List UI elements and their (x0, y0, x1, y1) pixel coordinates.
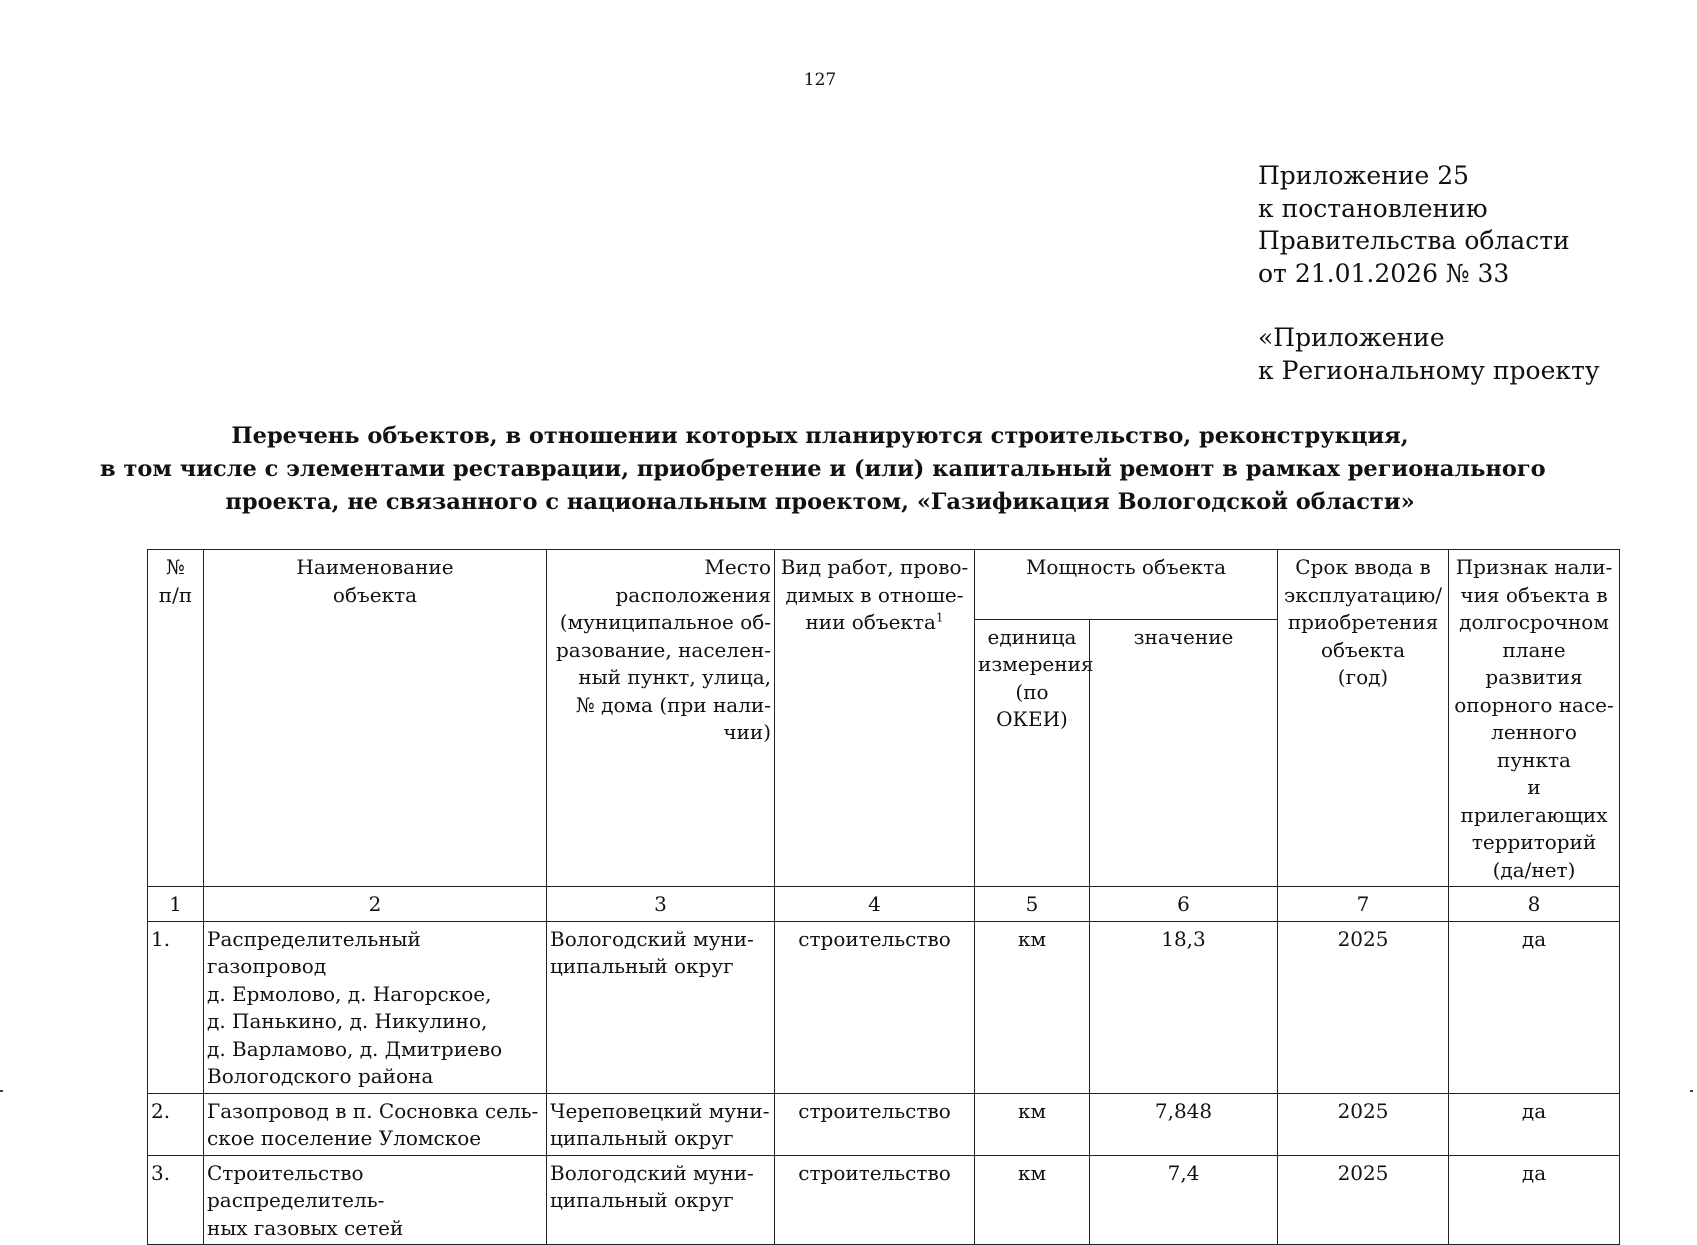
header-value: значение (1090, 619, 1278, 886)
header-name: Наименование объекта (204, 550, 547, 887)
objects-table (147, 549, 1620, 1245)
cell-unit: км (975, 1155, 1090, 1245)
header-location: Место расположения (муниципальное об- разование, населен- ный пункт, улица, № дома (при нали- чии) (547, 550, 775, 887)
column-number: 7 (1278, 887, 1449, 922)
page-number: 127 (803, 70, 837, 90)
header-row (148, 550, 1620, 620)
table-row (148, 1093, 1620, 1155)
cell-num: 3. (148, 1155, 204, 1245)
scan-edge-mark (1690, 1090, 1693, 1092)
cell-flag: да (1449, 1155, 1620, 1245)
appendix-line: к Региональному проекту (1258, 355, 1600, 385)
cell-work-type: строительство (775, 1093, 975, 1155)
appendix-line: Правительства области (1258, 226, 1570, 255)
cell-value: 7,4 (1090, 1155, 1278, 1245)
header-unit: единица измерения (по ОКЕИ) (975, 619, 1090, 886)
cell-num: 2. (148, 1093, 204, 1155)
header-work-type-text: Вид работ, прово- димых в отноше- нии объекта (780, 555, 969, 634)
table-row (148, 921, 1620, 1093)
cell-work-type: строительство (775, 1155, 975, 1245)
footnote-marker: 1 (935, 610, 944, 625)
cell-unit: км (975, 1093, 1090, 1155)
appendix-gap (1258, 290, 1600, 322)
cell-year: 2025 (1278, 1093, 1449, 1155)
header-deadline: Срок ввода в эксплуатацию/ приобретения объекта (год) (1278, 550, 1449, 887)
appendix-line: от 21.01.2026 № 33 (1258, 258, 1510, 288)
cell-flag: да (1449, 1093, 1620, 1155)
column-number: 6 (1090, 887, 1278, 922)
column-number-row (148, 887, 1620, 922)
cell-year: 2025 (1278, 921, 1449, 1093)
title-line: проекта, не связанного с национальным проектом, «Газификация Вологодской области» (225, 489, 1415, 515)
column-number: 5 (975, 887, 1090, 922)
cell-work-type: строительство (775, 921, 975, 1093)
cell-name: Строительство распределитель- ных газовых сетей (204, 1155, 547, 1245)
appendix-block (1258, 160, 1600, 387)
cell-name: Газопровод в п. Сосновка сель- ское поселение Уломское (204, 1093, 547, 1155)
column-number: 1 (148, 887, 204, 922)
header-work-type (775, 550, 975, 887)
document-title (100, 420, 1546, 519)
cell-value: 18,3 (1090, 921, 1278, 1093)
scan-edge-mark (0, 1090, 3, 1092)
cell-value: 7,848 (1090, 1093, 1278, 1155)
title-line: в том числе с элементами реставрации, приобретение и (или) капитальный ремонт в рамках регионального (100, 456, 1546, 482)
cell-name: Распределительный газопровод д. Ермолово, д. Нагорское, д. Панькино, д. Никулино, д. Варламово, д. Дмитриево Вологодского района (204, 921, 547, 1093)
cell-location: Вологодский муни- ципальный округ (547, 921, 775, 1093)
column-number: 2 (204, 887, 547, 922)
header-num: № п/п (148, 550, 204, 887)
title-line: Перечень объектов, в отношении которых планируются строительство, реконструкция, (231, 423, 1409, 449)
cell-location: Вологодский муни- ципальный округ (547, 1155, 775, 1245)
cell-year: 2025 (1278, 1155, 1449, 1245)
cell-location: Череповецкий муни- ципальный округ (547, 1093, 775, 1155)
cell-flag: да (1449, 921, 1620, 1093)
cell-num: 1. (148, 921, 204, 1093)
column-number: 8 (1449, 887, 1620, 922)
appendix-line: «Приложение (1258, 323, 1445, 352)
header-capacity: Мощность объекта (975, 550, 1278, 620)
appendix-line: Приложение 25 (1258, 161, 1470, 190)
column-number: 4 (775, 887, 975, 922)
column-number: 3 (547, 887, 775, 922)
appendix-line: к постановлению (1258, 193, 1488, 223)
cell-unit: км (975, 921, 1090, 1093)
header-plan-flag: Признак нали- чия объекта в долгосрочном плане развития опорного насе- ленного пункта и прилегающих территорий (да/нет) (1449, 550, 1620, 887)
